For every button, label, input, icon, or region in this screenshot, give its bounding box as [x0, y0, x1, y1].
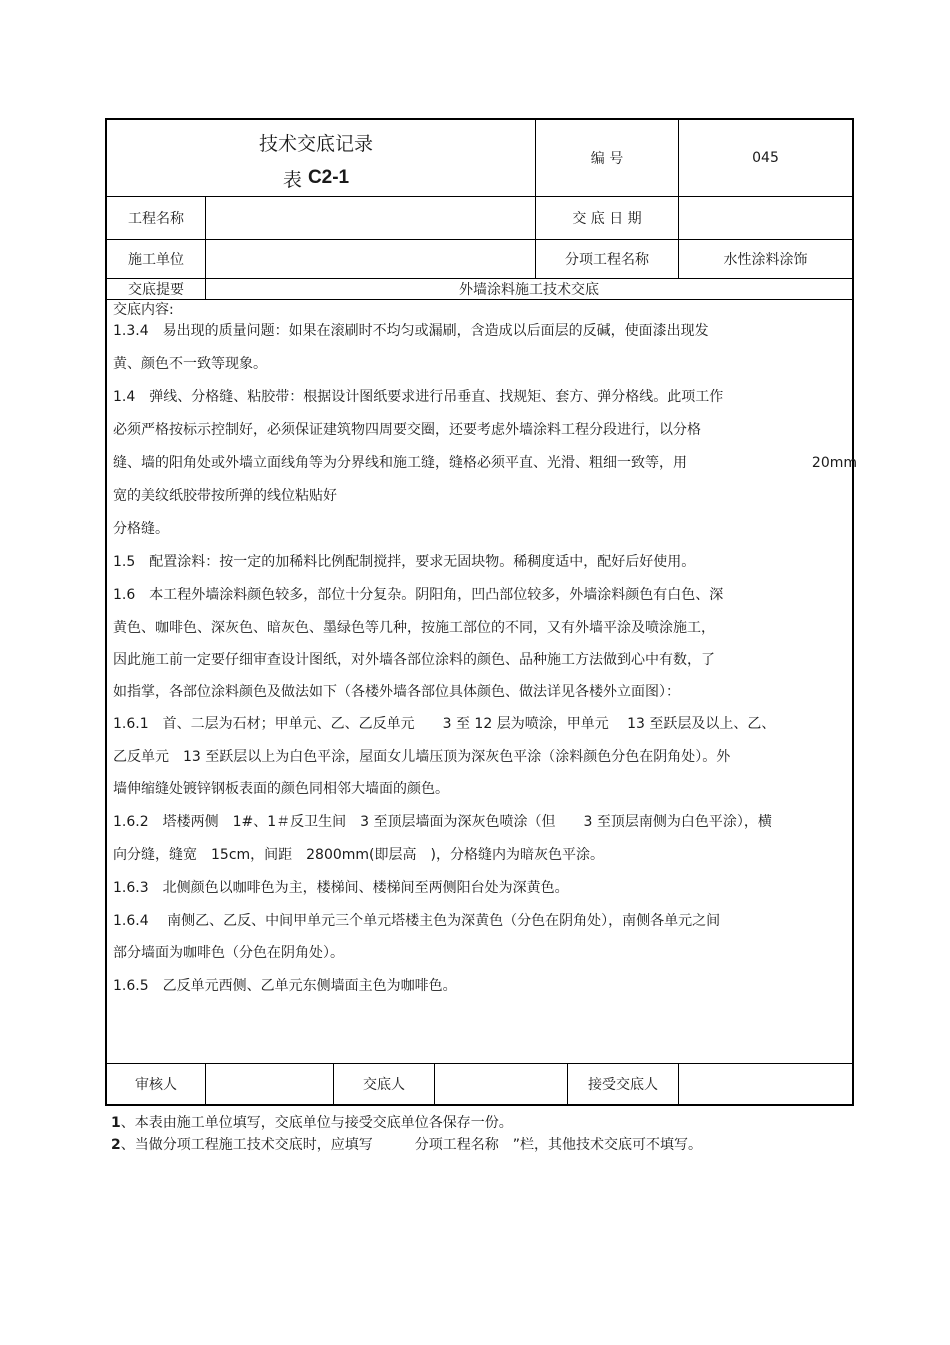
number-label: 编 号	[590, 151, 624, 167]
content-line: 宽的美纹纸胶带按所弹的线位粘贴好	[113, 488, 337, 504]
content-line: 黄色、咖啡色、深灰色、暗灰色、墨绿色等几种，按施工部位的不同，又有外墙平涂及喷涂施工，	[113, 620, 715, 636]
content-line: 1.5 配置涂料：按一定的加稀料比例配制搅拌，要求无固块物。稀稠度适中，配好后好使用。	[113, 554, 696, 570]
form-code-prefix: 表	[282, 168, 302, 191]
content-line	[113, 454, 857, 472]
sub-project-field[interactable]: 水性涂料涂饰	[723, 252, 808, 268]
date-label: 交 底 日 期	[572, 211, 642, 227]
project-name-field[interactable]	[206, 197, 535, 239]
content-line: 1.3.4 易出现的质量问题：如果在滚刷时不均匀或漏刷，含造成以后面层的反碱，使面漆出现发	[113, 323, 709, 339]
footnote-number: 2	[111, 1137, 121, 1153]
content-line-tail: 20mm	[811, 455, 857, 471]
content-line: 1.6 本工程外墙涂料颜色较多，部位十分复杂。阴阳角，凹凸部位较多，外墙涂料颜色有白色、深	[113, 587, 724, 603]
discloser-label: 交底人	[363, 1077, 405, 1093]
footnote-1	[111, 1112, 702, 1134]
reviewer-label: 审核人	[135, 1077, 177, 1093]
content-label: 交底内容:	[113, 302, 174, 318]
content-line: 向分缝，缝宽 15cm，间距 2800mm(即层高 )，分格缝内为暗灰色平涂。	[113, 847, 604, 863]
unit-field[interactable]	[206, 240, 535, 278]
number-value[interactable]: 045	[752, 150, 779, 166]
content-line: 部分墙面为咖啡色（分色在阴角处）。	[113, 945, 344, 961]
footnote-text: 、本表由施工单位填写，交底单位与接受交底单位各保存一份。	[120, 1115, 513, 1131]
content-line: 如指掌，各部位涂料颜色及做法如下（各楼外墙各部位具体颜色、做法详见各楼外立面图）：	[113, 684, 680, 700]
content-line-text: 缝、墙的阳角处或外墙立面线角等为分界线和施工缝，缝格必须平直、光滑、粗细一致等，用	[113, 455, 687, 471]
form-code-value: C2-1	[307, 167, 350, 188]
content-line: 1.6.4 南侧乙、乙反、中间甲单元三个单元塔楼主色为深黄色（分色在阴角处），南侧各单元之间	[113, 913, 721, 929]
content-line: 乙反单元 13 至跃层以上为白色平涂，屋面女儿墙压顶为深灰色平涂（涂料颜色分色在阴角处）。外	[113, 749, 731, 765]
project-name-label: 工程名称	[128, 211, 184, 227]
content-line: 1.6.1 首、二层为石材；甲单元、乙、乙反单元 3 至 12 层为喷涂，甲单元 13 至跃层及以上、乙、	[113, 716, 776, 732]
discloser-field[interactable]	[435, 1064, 567, 1104]
row-divider	[107, 299, 852, 300]
content-line: 黄、颜色不一致等现象。	[113, 356, 267, 372]
reviewer-field[interactable]	[206, 1064, 333, 1104]
receiver-label: 接受交底人	[588, 1077, 658, 1093]
summary-label: 交底提要	[128, 282, 184, 298]
content-line: 因此施工前一定要仔细审查设计图纸，对外墙各部位涂料的颜色、品种施工方法做到心中有数，了	[113, 652, 715, 668]
unit-label: 施工单位	[128, 252, 184, 268]
footnote-text: 、当做分项工程施工技术交底时，应填写 分项工程名称 ”栏，其他技术交底可不填写。	[120, 1137, 703, 1153]
footnotes	[111, 1112, 702, 1156]
receiver-field[interactable]	[679, 1064, 852, 1104]
disclosure-form	[105, 118, 857, 1106]
content-line: 墙伸缩缝处镀锌钢板表面的颜色同相邻大墙面的颜色。	[113, 781, 449, 797]
form-title: 技术交底记录	[258, 132, 373, 155]
date-field[interactable]	[679, 197, 852, 239]
content-line: 1.6.3 北侧颜色以咖啡色为主，楼梯间、楼梯间至两侧阳台处为深黄色。	[113, 880, 569, 896]
content-line: 必须严格按标示控制好，必须保证建筑物四周要交圈，还要考虑外墙涂料工程分段进行，以分格	[113, 422, 701, 438]
content-line: 1.4 弹线、分格缝、粘胶带：根据设计图纸要求进行吊垂直、找规矩、套方、弹分格线。此项工作	[113, 389, 724, 405]
content-line: 1.6.5 乙反单元西侧、乙单元东侧墙面主色为咖啡色。	[113, 978, 457, 994]
content-line: 1.6.2 塔楼两侧 1#、1＃反卫生间 3 至顶层墙面为深灰色喷涂（但 3 至顶层南侧为白色平涂），横	[113, 814, 772, 830]
sub-project-label: 分项工程名称	[565, 252, 649, 268]
footnote-number: 1	[111, 1115, 121, 1131]
content-line: 分格缝。	[113, 521, 169, 537]
summary-field[interactable]: 外墙涂料施工技术交底	[459, 282, 599, 298]
footnote-2	[111, 1134, 702, 1156]
form-code	[107, 162, 525, 194]
